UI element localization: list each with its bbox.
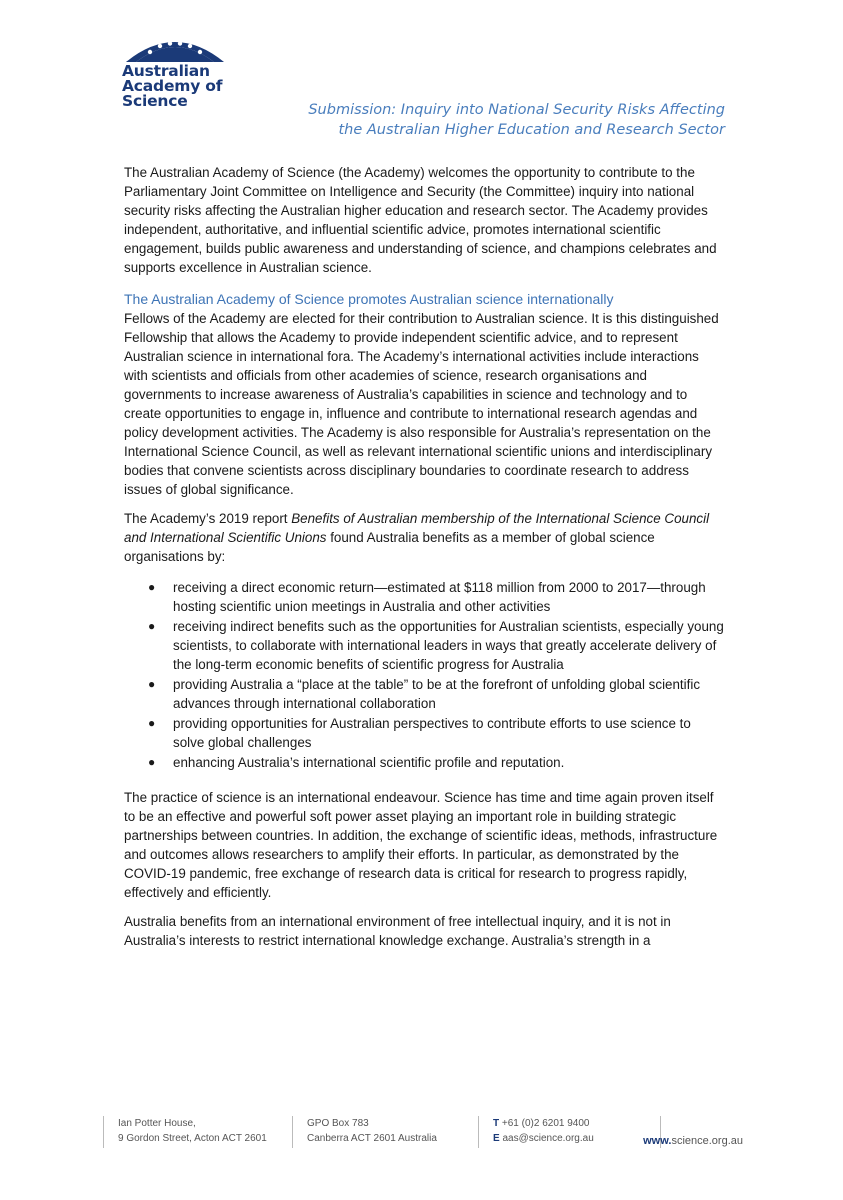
academy-logo bbox=[122, 30, 232, 109]
footer-website-link[interactable] bbox=[643, 1134, 743, 1149]
list-item bbox=[148, 578, 724, 616]
report-paragraph bbox=[124, 509, 724, 566]
footer-email-link[interactable]: aas@science.org.au bbox=[502, 1133, 594, 1144]
footer-postal bbox=[292, 1116, 437, 1148]
logo-line-1: Australian bbox=[122, 62, 210, 80]
bullet-icon: ● bbox=[148, 619, 156, 633]
footer-postal-line-2: Canberra ACT 2601 Australia bbox=[307, 1133, 437, 1144]
subtitle-line-1: Submission: Inquiry into National Security Risks Affecting bbox=[308, 102, 725, 118]
phone-label: T bbox=[493, 1118, 500, 1129]
bullet-icon: ● bbox=[148, 716, 156, 730]
list-item-text: enhancing Australia’s international scientific profile and reputation. bbox=[173, 755, 565, 770]
web-prefix: www. bbox=[643, 1135, 672, 1147]
subtitle-line-2: the Australian Higher Education and Research Sector bbox=[338, 122, 725, 138]
list-item bbox=[148, 617, 724, 674]
page-footer bbox=[0, 1116, 843, 1156]
list-item-text: receiving a direct economic return—estimated at $118 million from 2000 to 2017—through hosting scientific union meetings in Australia and other activities bbox=[173, 580, 706, 614]
intro-paragraph: The Australian Academy of Science (the Academy) welcomes the opportunity to contribute to the Parliamentary Joint Committee on Intelligence and Security (the Committee) inquiry into national security risks affecting the Australian higher education and research sector. The Academy provides independent, authoritative, and influential scientific advice, promotes international scientific engagement, builds public awareness and understanding of science, and champions celebrates and supports excellence in Australian science. bbox=[124, 165, 717, 275]
section-heading: The Australian Academy of Science promotes Australian science internationally bbox=[124, 291, 614, 307]
list-item bbox=[148, 675, 724, 713]
report-title: Benefits of Australian membership of the International Science Council and International Scientific Unions bbox=[124, 511, 710, 545]
soft-power-paragraph: The practice of science is an international endeavour. Science has time and time again proven itself to be an effective and powerful soft power asset playing an important role in building strategic partnerships between countries. In addition, the exchange of scientific ideas, methods, infrastructure and outcomes allows researchers to amplify their efforts. In particular, as demonstrated by the COVID-19 pandemic, free exchange of research data is critical for research to progress rapidly, effectively and efficiently. bbox=[124, 790, 718, 900]
list-item bbox=[148, 714, 724, 752]
footer-address-line-1: Ian Potter House, bbox=[118, 1118, 196, 1129]
footer-address-line-2: 9 Gordon Street, Acton ACT 2601 bbox=[118, 1133, 267, 1144]
list-item-text: providing Australia a “place at the table” to be at the forefront of unfolding global scientific advances through international collaboration bbox=[173, 677, 701, 711]
list-item-text: providing opportunities for Australian perspectives to contribute efforts to use science to solve global challenges bbox=[173, 716, 691, 750]
footer-contact bbox=[478, 1116, 594, 1148]
web-domain: science.org.au bbox=[671, 1135, 743, 1147]
logo-line-2: Academy of bbox=[122, 77, 223, 95]
document-body bbox=[124, 163, 724, 960]
report-paragraph-post: found Australia benefits as a member of global science organisations by: bbox=[124, 530, 655, 564]
bullet-icon: ● bbox=[148, 755, 156, 769]
free-inquiry-paragraph: Australia benefits from an international environment of free intellectual inquiry, and it is not in Australia’s interests to restrict international knowledge exchange. Australia’s strength in a bbox=[124, 914, 671, 948]
list-item-text: receiving indirect benefits such as the opportunities for Australian scientists, especially young scientists, to collaborate with international leaders in ways that greatly accelerate delivery of the long-term economic benefits of scientific progress for Australia bbox=[173, 619, 724, 672]
dome-icon bbox=[122, 30, 228, 64]
footer-postal-line-1: GPO Box 783 bbox=[307, 1118, 369, 1129]
report-paragraph-pre: The Academy’s 2019 report bbox=[124, 511, 292, 526]
list-item bbox=[148, 753, 724, 772]
logo-line-3: Science bbox=[122, 92, 188, 110]
bullet-icon: ● bbox=[148, 677, 156, 691]
fellowship-paragraph: Fellows of the Academy are elected for their contribution to Australian science. It is this distinguished Fellowship that allows the Academy to provide independent scientific advice, and to represent Australian science in international fora. The Academy’s international activities include interactions with scientists and officials from other academies of science, research organisations and governments to increase awareness of Australia’s capabilities in science and technology and to create opportunities to engage in, influence and contribute to international research agendas and policy development activities. The Academy is also responsible for Australia’s representation on the International Science Council, as well as relevant international scientific unions and interdisciplinary bodies that convene scientists across disciplinary boundaries to coordinate research to address issues of global significance. bbox=[124, 311, 719, 497]
email-label: E bbox=[493, 1133, 500, 1144]
footer-address bbox=[103, 1116, 267, 1148]
document-subtitle bbox=[308, 100, 725, 140]
benefits-list bbox=[124, 578, 724, 772]
bullet-icon: ● bbox=[148, 580, 156, 594]
footer-phone: +61 (0)2 6201 9400 bbox=[501, 1118, 590, 1129]
